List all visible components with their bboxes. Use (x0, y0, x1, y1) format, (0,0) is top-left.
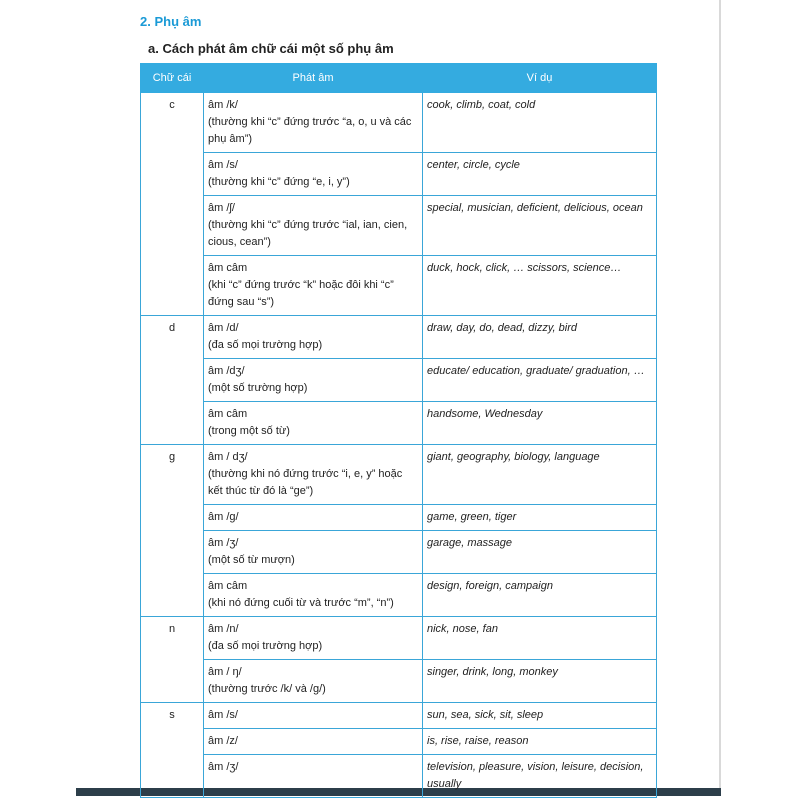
example-cell: center, circle, cycle (423, 153, 657, 196)
example-cell: special, musician, deficient, delicious, ocean (423, 196, 657, 256)
sound-note: (đa số mọi trường hợp) (208, 339, 323, 351)
sound: âm /d/ (208, 322, 239, 334)
table-header-row (141, 64, 657, 93)
pronunciation-cell (204, 196, 423, 256)
example-cell: educate/ education, graduate/ graduation, … (423, 359, 657, 402)
pronunciation-cell (204, 574, 423, 617)
letter-cell: s (141, 703, 204, 798)
example-cell: sun, sea, sick, sit, sleep (423, 703, 657, 729)
sound: âm /k/ (208, 99, 238, 111)
table-row (141, 316, 657, 359)
letter-cell: n (141, 617, 204, 703)
example-cell: duck, hock, click, … scissors, science… (423, 256, 657, 316)
header-letter: Chữ cái (141, 64, 204, 93)
sound: âm /ʒ/ (208, 761, 239, 773)
pronunciation-cell (204, 256, 423, 316)
example-cell: cook, climb, coat, cold (423, 93, 657, 153)
sound-note: (thường khi “c” đứng “e, i, y”) (208, 176, 350, 188)
pronunciation-cell (204, 729, 423, 755)
table-row (141, 402, 657, 445)
sound: âm /g/ (208, 511, 239, 523)
sound: âm /ʃ/ (208, 202, 235, 214)
page-edge-shadow (719, 0, 721, 796)
sound-note: (thường trước /k/ và /g/) (208, 683, 326, 695)
example-cell: design, foreign, campaign (423, 574, 657, 617)
table-row (141, 574, 657, 617)
sound-note: (một số trường hợp) (208, 382, 308, 394)
letter-cell: c (141, 93, 204, 316)
pronunciation-cell (204, 445, 423, 505)
sound: âm / dʒ/ (208, 451, 248, 463)
header-pronunciation: Phát âm (204, 64, 423, 93)
table-row (141, 445, 657, 505)
table-row (141, 617, 657, 660)
letter-cell: g (141, 445, 204, 617)
sound-note: (khi nó đứng cuối từ và trước “m”, “n”) (208, 597, 394, 609)
table-row (141, 153, 657, 196)
sound: âm /z/ (208, 735, 238, 747)
example-cell: is, rise, raise, reason (423, 729, 657, 755)
pronunciation-cell (204, 359, 423, 402)
table-row (141, 729, 657, 755)
sound-note: (thường khi nó đứng trước “i, e, y” hoặc kết thúc từ đó là “ge”) (208, 468, 403, 497)
sound: âm /n/ (208, 623, 239, 635)
pronunciation-cell (204, 660, 423, 703)
pronunciation-cell (204, 505, 423, 531)
sound-note: (khi “c” đứng trước “k” hoặc đôi khi “c” đứng sau “s”) (208, 279, 394, 308)
sound: âm /ʒ/ (208, 537, 239, 549)
header-example: Ví dụ (423, 64, 657, 93)
sub-title: a. Cách phát âm chữ cái một số phụ âm (148, 41, 394, 56)
sound: âm /s/ (208, 709, 238, 721)
example-cell: garage, massage (423, 531, 657, 574)
pronunciation-cell (204, 316, 423, 359)
sound-note: (một số từ mượn) (208, 554, 295, 566)
table-row (141, 531, 657, 574)
example-cell: giant, geography, biology, language (423, 445, 657, 505)
sound-note: (đa số mọi trường hợp) (208, 640, 323, 652)
pronunciation-cell (204, 755, 423, 798)
pronunciation-cell (204, 703, 423, 729)
sound-note: (trong một số từ) (208, 425, 290, 437)
table-row (141, 256, 657, 316)
example-cell: draw, day, do, dead, dizzy, bird (423, 316, 657, 359)
example-cell: nick, nose, fan (423, 617, 657, 660)
pronunciation-cell (204, 617, 423, 660)
table-row (141, 196, 657, 256)
example-cell: singer, drink, long, monkey (423, 660, 657, 703)
pronunciation-cell (204, 531, 423, 574)
sound: âm câm (208, 262, 248, 274)
sound-note: (thường khi “c” đứng trước “ial, ian, cien, cious, cean”) (208, 219, 408, 248)
sound: âm câm (208, 408, 248, 420)
consonant-table (140, 63, 657, 798)
table-row (141, 703, 657, 729)
section-title: 2. Phụ âm (140, 14, 202, 29)
letter-cell: d (141, 316, 204, 445)
pronunciation-cell (204, 93, 423, 153)
example-cell: handsome, Wednesday (423, 402, 657, 445)
sound: âm câm (208, 580, 248, 592)
pronunciation-cell (204, 153, 423, 196)
sound: âm /s/ (208, 159, 238, 171)
table-row (141, 93, 657, 153)
table-row (141, 660, 657, 703)
example-cell: game, green, tiger (423, 505, 657, 531)
sound-note: (thường khi “c” đứng trước “a, o, u và các phụ âm”) (208, 116, 412, 145)
table-row (141, 755, 657, 798)
sound: âm / ŋ/ (208, 666, 242, 678)
pronunciation-cell (204, 402, 423, 445)
table-row (141, 359, 657, 402)
example-cell: television, pleasure, vision, leisure, decision, usually (423, 755, 657, 798)
sound: âm /dʒ/ (208, 365, 245, 377)
table-row (141, 505, 657, 531)
